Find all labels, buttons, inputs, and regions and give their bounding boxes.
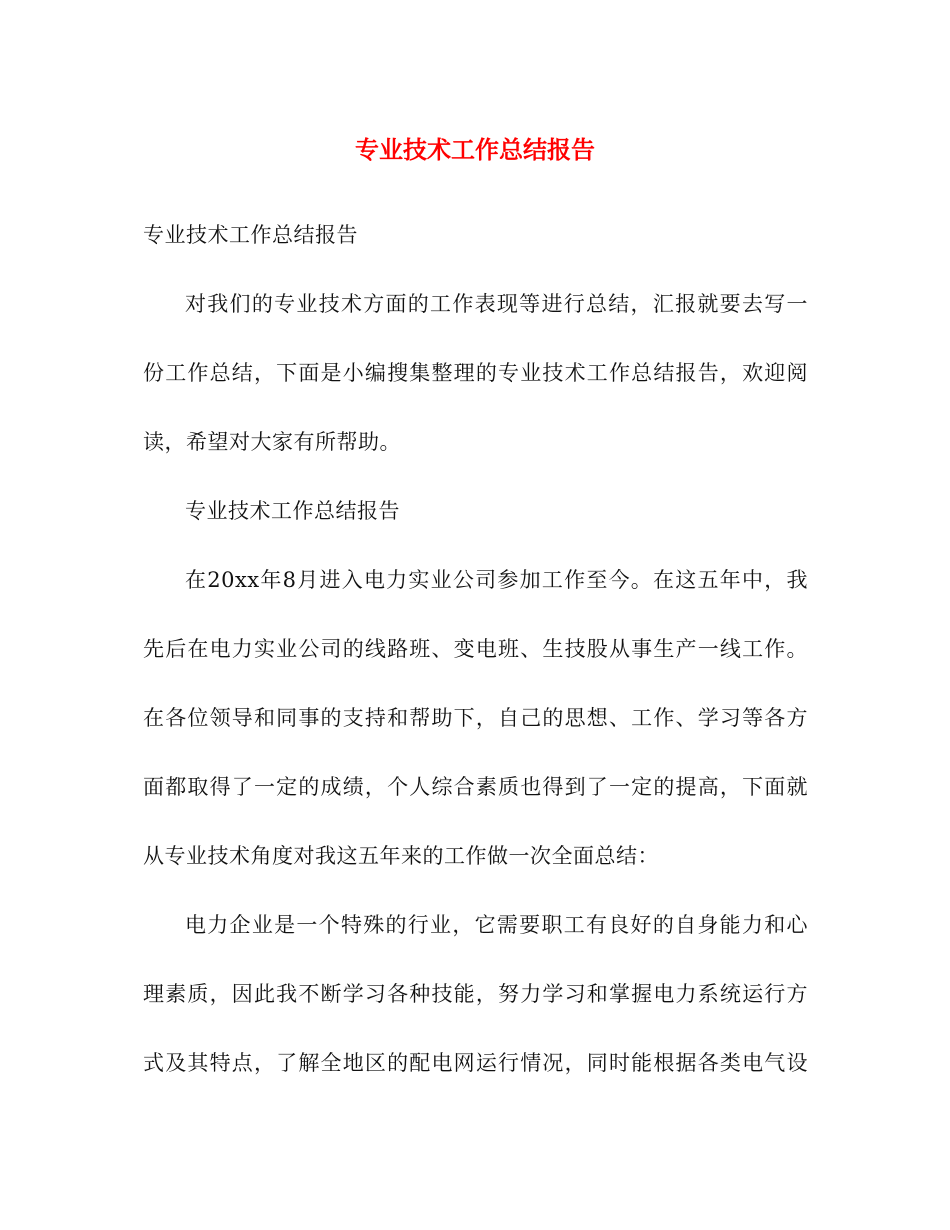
paragraph-heading <box>143 477 808 546</box>
paragraph-line: 在20xx年8月进入电力实业公司参加工作至今。在这五年中，我 <box>185 568 808 592</box>
paragraph-line: 电力企业是一个特殊的行业，它需要职工有良好的自身能力和心 <box>185 913 808 937</box>
paragraph-line: 在各位领导和同事的支持和帮助下，自己的思想、工作、学习等各方 <box>143 706 808 730</box>
paragraph-line: 专业技术工作总结报告 <box>143 223 358 247</box>
paragraph-line: 对我们的专业技术方面的工作表现等进行总结，汇报就要去写一 <box>185 292 808 316</box>
paragraph-line: 理素质，因此我不断学习各种技能，努力学习和掌握电力系统运行方 <box>143 982 808 1006</box>
paragraph-body-2 <box>143 891 808 1098</box>
document-title: 专业技术工作总结报告 <box>355 135 595 164</box>
paragraph-intro <box>143 270 808 477</box>
paragraph-body-1 <box>143 546 808 891</box>
paragraph-line: 份工作总结，下面是小编搜集整理的专业技术工作总结报告，欢迎阅 <box>143 361 808 385</box>
paragraph-line: 读，希望对大家有所帮助。 <box>143 430 401 454</box>
paragraph-line: 面都取得了一定的成绩，个人综合素质也得到了一定的提高，下面就 <box>143 775 808 799</box>
paragraph-line: 从专业技术角度对我这五年来的工作做一次全面总结： <box>143 844 659 868</box>
paragraph-line: 先后在电力实业公司的线路班、变电班、生技股从事生产一线工作。 <box>143 637 808 661</box>
paragraph-line: 式及其特点，了解全地区的配电网运行情况，同时能根据各类电气设 <box>143 1051 808 1075</box>
paragraph-subtitle <box>143 201 808 270</box>
paragraph-line: 专业技术工作总结报告 <box>185 499 400 523</box>
